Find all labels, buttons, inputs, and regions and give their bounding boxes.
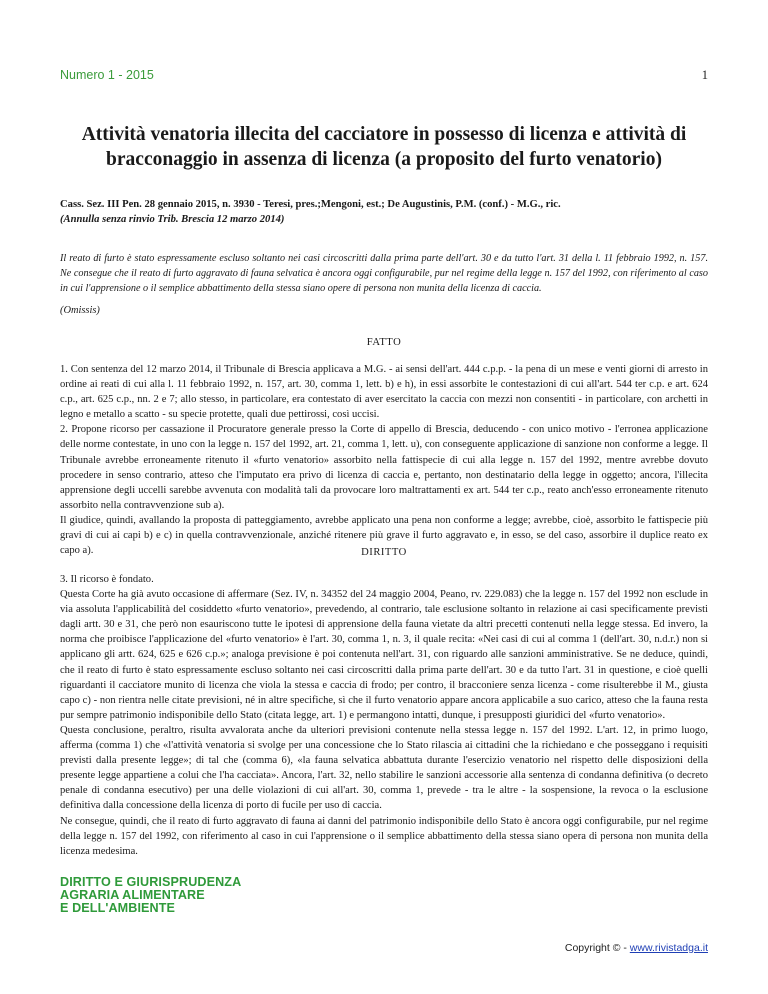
fatto-paragraph-2: 2. Propone ricorso per cassazione il Procuratore generale presso la Corte di appello di Brescia, deducendo - con unico motivo - l'erronea applicazione delle norme contestate, in uno con la legge n. 157 del 1992, art. 21, comma 1, lett. u), con conseguente applicazione di sanzione non conforme a legge. Il Tribunale avrebbe erroneamente ritenuto il «furto venatorio» assorbito nella fattispecie di cui alla legge n. 157 del 1992, mentre avrebbe dovuto procedere in senso contrario, atteso che l'imputato era privo di licenza di caccia e, pertanto, non destinatario della legge in oggetto; ancora, l'illecita apprensione degli uccelli sarebbe avvenuta con modalità tali da provocare loro maltrattamenti ex art. 544 ter c.p., reato anch'esso erroneamente ritenuto assorbito nella contravvenzione sub a).: [60, 424, 708, 511]
fatto-paragraph-1: 1. Con sentenza del 12 marzo 2014, il Tribunale di Brescia applicava a M.G. - ai sensi dell'art. 444 c.p.p. - la pena di un mese e venti giorni di arresto in ordine ai reati di cui alla l. 11 febbraio 1992, n. 157, art. 30, comma 1, lett. b) e h), in essi assorbite le contestazioni di cui all'art. 544 ter c.p. e art. 624 c.p., art. 625 c.p., nn. 2 e 7; allo stesso, in particolare, era contestato di aver esercitato la caccia con mezzi non consentiti - in particolare, con archetti in legno e metallo a scatto - su specie protette, quali due pettirossi, così uccisi.: [60, 364, 708, 421]
fatto-section: [60, 362, 708, 558]
diritto-paragraph-4: Ne consegue, quindi, che il reato di furto aggravato di fauna ai danni del patrimonio indisponibile dello Stato è ancora oggi configurabile, pur nel regime della legge n. 157 del 1992, con riferimento al caso in cui l'apprensione o il semplice abbattimento della stessa siano opera di persona non munita della licenza medesima.: [60, 815, 708, 857]
logo-line-3: E DELL'AMBIENTE: [60, 901, 176, 915]
logo-line-2: AGRARIA ALIMENTARE: [60, 888, 205, 902]
diritto-paragraph-1: 3. Il ricorso è fondato.: [60, 574, 154, 585]
diritto-paragraph-2: Questa Corte ha già avuto occasione di affermare (Sez. IV, n. 34352 del 24 maggio 2004, Peano, rv. 229.083) che la legge n. 157 del 1992 non esclude in via assoluta l'applicabilità del cosiddetto «furto venatorio», prevedendo, al contrario, tale esclusione soltanto in relazione ai casi specificamente previsti dagli artt. 30 e 31, che però non esauriscono tutte le ipotesi di apprensione della fauna vietate da altri precetti contenuti nella legge stessa. Ed invero, la norma che proibisce l'applicazione del «furto venatorio» è l'art. 30, comma 1, n. 3, il quale recita: «Nei casi di cui al comma 1 (dell'art. 30, n.d.r.) non si applicano gli artt. 624, 625 e 626 c.p.»; analoga previsione è poi contenuta nell'art. 31, con riguardo alle sanzioni amministrative. Se ne deduce, quindi, che il reato di furto è stato espressamente escluso soltanto nei casi circoscritti dalla prima parte dell'art. 30 e da tutto l'art. 31 in questione, e cioè quelli riguardanti il cacciatore munito di licenza che viola la stessa e caccia di frodo; per contro, il bracconiere senza licenza - come risulterebbe il M., giusta capo c) - non rientra nelle citate previsioni, né in altre specifiche, sì che il furto venatorio appare ancora applicabile a suo carico, atteso che la fauna resta pur sempre patrimonio indisponibile dello Stato (citata legge, art. 1) e permangono intatti, dunque, i presupposti giuridici del «furto venatorio».: [60, 589, 708, 721]
article-title: Attività venatoria illecita del cacciatore in possesso di licenza e attività di bracconaggio in assenza di licenza (a proposito del furto venatorio): [81, 124, 687, 170]
website-link[interactable]: www.rivistadga.it: [629, 942, 708, 954]
journal-logo: [60, 876, 241, 915]
diritto-paragraph-3: Questa conclusione, peraltro, risulta avvalorata anche da ulteriori previsioni contenute nella stessa legge n. 157 del 1992. L'art. 12, in primo luogo, afferma (comma 1) che «l'attività venatoria si svolge per una concessione che lo Stato rilascia ai cittadini che la richiedano e che posseggano i requisiti previsti dalla presente legge»; di tal che (comma 6), «la fauna selvatica abbattuta durante l'esercizio venatorio nel rispetto delle disposizioni della presente legge appartiene a colui che l'ha cacciata». Ancora, l'art. 32, nello stabilire le sanzioni accessorie alla sentenza di condanna definitiva (o decreto penale di condanna esecutivo) per una delle violazioni di cui all'art. 30, comma 1, prevede - tra le altre - la sospensione, la revoca o la esclusione definitiva dalla concessione della licenza di porto di fucile per uso di caccia.: [60, 724, 708, 812]
diritto-section: [60, 572, 708, 859]
case-citation: [60, 197, 708, 227]
issue-label: Numero 1 - 2015: [60, 68, 154, 82]
section-heading-fatto: FATTO: [366, 337, 402, 348]
fatto-paragraph-3: Il giudice, quindi, avallando la proposta di patteggiamento, avrebbe applicato una pena non conforme a legge; avrebbe, cioè, assorbito le fattispecie più gravi di cui ai capi b) e c) in quella contravvenzionale, anziché ritenere più grave il furto aggravato e, in esso, se del caso, assorbire il duplice reato ex capo a).: [60, 514, 708, 557]
citation-sub: (Annulla senza rinvio Trib. Brescia 12 marzo 2014): [60, 214, 285, 225]
headnote: Il reato di furto è stato espressamente escluso soltanto nei casi circoscritti dalla prima parte dell'art. 30 e da tutto l'art. 31 della l. 11 febbraio 1992, n. 157. Ne consegue che il reato di furto aggravato di fauna selvatica è ancora oggi configurabile, pur nel regime della legge n. 157 del 1992, con riferimento al caso in cui l'apprensione o il semplice abbattimento della stessa siano opere di persona non munita della licenza di caccia.: [60, 253, 708, 294]
page-number: 1: [701, 68, 708, 82]
copyright-notice: [565, 942, 708, 954]
section-heading-diritto: DIRITTO: [361, 547, 407, 558]
logo-line-1: DIRITTO E GIURISPRUDENZA: [60, 875, 242, 889]
citation-main: Cass. Sez. III Pen. 28 gennaio 2015, n. 3930 - Teresi, pres.;Mengoni, est.; De Augustinis, P.M. (conf.) - M.G., ric.: [60, 199, 561, 210]
copyright-prefix: Copyright © -: [564, 942, 630, 954]
omissis-note: (Omissis): [60, 305, 100, 316]
